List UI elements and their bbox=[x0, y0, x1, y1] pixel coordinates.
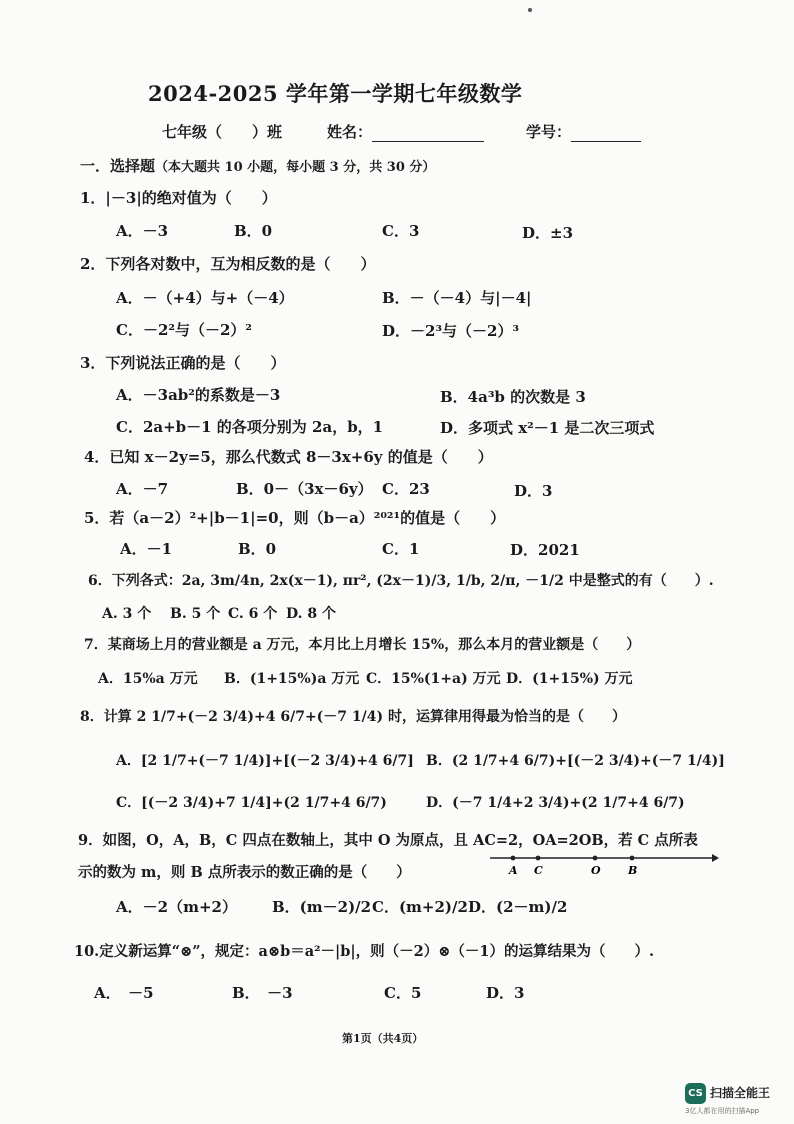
q6-option-b: B. 5 个 bbox=[170, 606, 221, 622]
section-note: （本大题共 10 小题，每小题 3 分，共 30 分） bbox=[155, 160, 436, 175]
name-blank bbox=[372, 127, 484, 142]
point-b-label: B bbox=[628, 864, 638, 876]
q10-option-a: A． －5 bbox=[94, 984, 154, 1002]
q9-option-b: B．(m－2)/2 bbox=[272, 898, 372, 916]
q9-option-a: A．－2（m+2） bbox=[116, 898, 237, 916]
number-line bbox=[488, 852, 720, 876]
q7-option-b: B．(1+15%)a 万元 bbox=[224, 671, 360, 687]
class-label: 七年级（ ）班 bbox=[162, 123, 283, 141]
page-footer: 第1页（共4页） bbox=[342, 1032, 424, 1045]
q8-option-b: B．(2 1/7+4 6/7)+[(－2 3/4)+(－7 1/4)] bbox=[426, 753, 725, 769]
page-title: 2024-2025 学年第一学期七年级数学 bbox=[148, 81, 523, 106]
q8-option-d: D．(－7 1/4+2 3/4)+(2 1/7+4 6/7) bbox=[426, 795, 685, 811]
question-9-stem-line1: 9．如图，O，A，B，C 四点在数轴上，其中 O 为原点，且 AC=2，OA=2OB，若 C 点所表 bbox=[78, 832, 698, 849]
q7-option-d: D．(1+15%) 万元 bbox=[506, 671, 633, 687]
q2-option-d: D．－2³与（－2）³ bbox=[382, 322, 520, 340]
point-o-dot bbox=[593, 856, 598, 861]
question-10-stem: 10.定义新运算“⊗”，规定：a⊗b＝a²－|b|，则（－2）⊗（－1）的运算结果为（ ）. bbox=[74, 943, 655, 960]
q5-option-a: A．－1 bbox=[120, 540, 173, 558]
point-a-label: A bbox=[509, 864, 518, 876]
number-line-arrow-icon bbox=[712, 854, 719, 862]
q3-option-c: C．2a+b－1 的各项分别为 2a，b，1 bbox=[116, 418, 384, 436]
q7-option-c: C．15%(1+a) 万元 bbox=[366, 671, 501, 687]
point-c-dot bbox=[536, 856, 541, 861]
q2-option-c: C．－2²与（－2）² bbox=[116, 321, 252, 339]
scanner-watermark bbox=[685, 1083, 785, 1115]
q5-option-c: C．1 bbox=[382, 540, 420, 558]
q5-option-d: D．2021 bbox=[510, 541, 580, 559]
question-4-stem: 4．已知 x－2y=5，那么代数式 8－3x+6y 的值是（ ） bbox=[84, 448, 493, 466]
section-title: 一．选择题 bbox=[80, 157, 156, 175]
q1-option-d: D．±3 bbox=[522, 224, 574, 242]
scan-speck bbox=[528, 8, 532, 12]
q10-option-c: C．5 bbox=[384, 984, 422, 1002]
name-field bbox=[327, 121, 484, 142]
point-o-label: O bbox=[591, 864, 601, 876]
q10-option-b: B． －3 bbox=[232, 984, 293, 1002]
question-3-stem: 3．下列说法正确的是（ ） bbox=[80, 354, 286, 372]
question-1-stem: 1．|－3|的绝对值为（ ） bbox=[80, 189, 277, 207]
question-2-stem: 2．下列各对数中，互为相反数的是（ ） bbox=[80, 255, 376, 273]
q2-option-a: A．－（+4）与+（－4） bbox=[116, 289, 294, 307]
q9-option-d: D．(2－m)/2 bbox=[468, 898, 568, 916]
q5-option-b: B．0 bbox=[238, 540, 277, 558]
q3-option-b: B．4a³b 的次数是 3 bbox=[440, 388, 586, 406]
scanner-tagline: 3亿人都在用的扫描App bbox=[685, 1107, 760, 1115]
q6-option-d: D. 8 个 bbox=[286, 606, 337, 622]
point-b-dot bbox=[630, 856, 635, 861]
id-label: 学号： bbox=[526, 123, 572, 141]
q2-option-b: B．－（－4）与|－4| bbox=[382, 289, 532, 307]
q4-option-d: D．3 bbox=[514, 482, 553, 500]
q3-option-a: A．－3ab²的系数是－3 bbox=[116, 386, 281, 404]
q4-option-a: A．－7 bbox=[116, 480, 169, 498]
q4-option-c: C．23 bbox=[382, 480, 430, 498]
q9-option-c: C．(m+2)/2 bbox=[372, 898, 468, 916]
q4-option-b: B．0－（3x－6y） bbox=[236, 480, 373, 498]
q8-option-a: A．[2 1/7+(－7 1/4)]+[(－2 3/4)+4 6/7] bbox=[116, 753, 414, 769]
point-a-dot bbox=[511, 856, 516, 861]
name-label: 姓名： bbox=[327, 123, 373, 141]
q8-option-c: C．[(－2 3/4)+7 1/4]+(2 1/7+4 6/7) bbox=[116, 795, 387, 811]
q3-option-d: D．多项式 x²－1 是二次三项式 bbox=[440, 419, 655, 437]
scanner-name: 扫描全能王 bbox=[710, 1086, 771, 1100]
q10-option-d: D．3 bbox=[486, 984, 525, 1002]
question-6-stem: 6．下列各式：2a, 3m/4n, 2x(x－1), πr², (2x－1)/3, 1/b, 2/π, －1/2 中是整式的有（ ）. bbox=[88, 573, 714, 589]
id-blank bbox=[571, 127, 641, 142]
section-heading bbox=[80, 155, 435, 176]
point-c-label: C bbox=[534, 864, 543, 876]
q6-option-c: C. 6 个 bbox=[228, 606, 278, 622]
number-line-svg bbox=[488, 852, 720, 876]
q1-option-c: C．3 bbox=[382, 222, 420, 240]
question-8-stem: 8．计算 2 1/7+(－2 3/4)+4 6/7+(－7 1/4) 时，运算律用得最为恰当的是（ ） bbox=[80, 709, 627, 725]
question-7-stem: 7．某商场上月的营业额是 a 万元，本月比上月增长 15%，那么本月的营业额是（ ） bbox=[84, 637, 641, 653]
q6-option-a: A. 3 个 bbox=[102, 606, 152, 622]
q1-option-a: A．－3 bbox=[116, 222, 169, 240]
q7-option-a: A．15%a 万元 bbox=[98, 671, 198, 687]
question-9-stem-line2: 示的数为 m，则 B 点所表示的数正确的是（ ） bbox=[78, 864, 411, 881]
id-field bbox=[526, 121, 641, 142]
scanner-logo-icon: CS bbox=[685, 1083, 706, 1104]
question-5-stem: 5．若（a－2）²+|b－1|=0，则（b－a）²⁰²¹的值是（ ） bbox=[84, 509, 506, 527]
q1-option-b: B．0 bbox=[234, 222, 273, 240]
